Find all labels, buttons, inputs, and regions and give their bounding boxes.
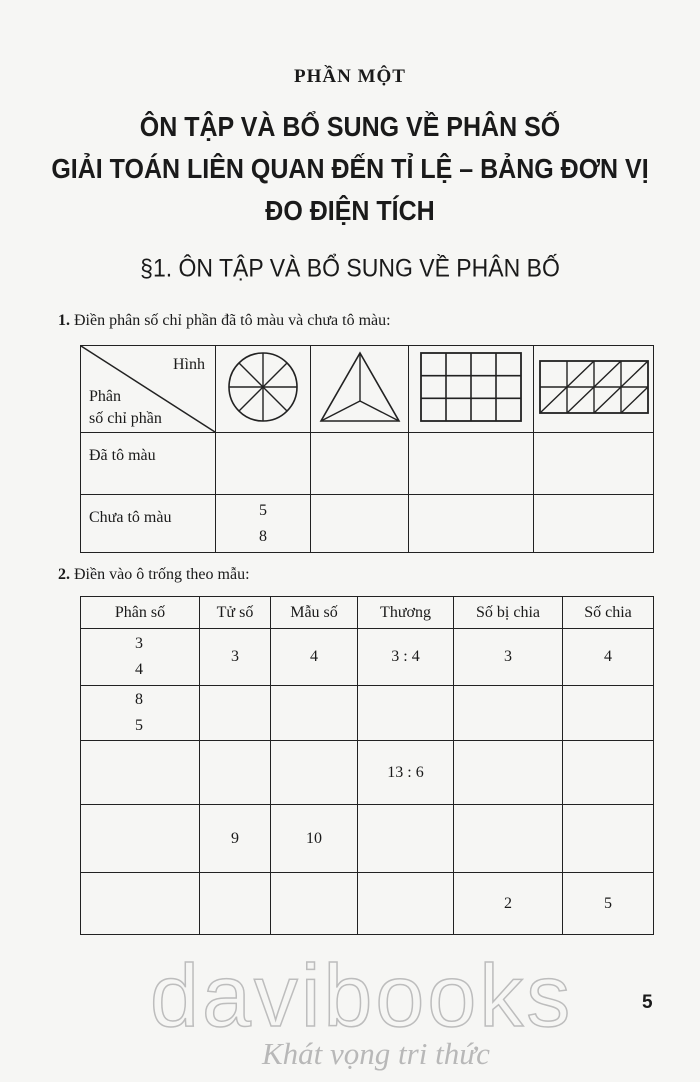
answer-cell[interactable] — [216, 433, 311, 495]
column-header: Thương — [358, 597, 454, 629]
fraction-numerator: 5 — [259, 501, 267, 519]
answer-cell[interactable] — [311, 433, 409, 495]
column-header: Số bị chia — [454, 597, 563, 629]
table-cell[interactable] — [454, 686, 563, 741]
table-cell[interactable] — [358, 805, 454, 873]
fraction-denominator: 5 — [135, 717, 143, 734]
row-label-shaded: Đã tô màu — [81, 433, 216, 495]
main-title-line-3: ĐO ĐIỆN TÍCH — [265, 195, 435, 227]
exercise-1-instruction — [58, 312, 391, 330]
main-title-line-1: ÔN TẬP VÀ BỔ SUNG VỀ PHÂN SỐ — [139, 111, 561, 143]
table-cell[interactable]: 13 : 6 — [358, 741, 454, 805]
answer-cell[interactable] — [311, 495, 409, 553]
exercise-2-text: Điền vào ô trống theo mẫu: — [74, 566, 250, 583]
fraction-cell[interactable] — [81, 629, 200, 686]
answer-cell[interactable] — [409, 433, 534, 495]
section-title: §1. ÔN TẬP VÀ BỔ SUNG VỀ PHÂN BỐ — [140, 253, 560, 283]
header-fraction-label-line-2: số chỉ phần — [89, 410, 162, 427]
table-cell[interactable] — [563, 741, 654, 805]
column-header: Tử số — [200, 597, 271, 629]
fraction — [135, 631, 143, 683]
shape-strip-cell — [534, 346, 654, 433]
column-header: Số chia — [563, 597, 654, 629]
fraction-cell[interactable] — [81, 805, 200, 873]
header-fraction-label-line-1: Phân — [89, 388, 121, 405]
shape-triangle-cell — [311, 346, 409, 433]
table-cell[interactable] — [200, 741, 271, 805]
table-row — [81, 686, 654, 741]
table-cell[interactable] — [200, 686, 271, 741]
table-cell[interactable]: 2 — [454, 873, 563, 935]
table-row — [81, 495, 654, 553]
fraction-shapes-table — [80, 345, 654, 553]
table-cell[interactable]: 4 — [563, 629, 654, 686]
table-cell[interactable] — [563, 805, 654, 873]
table-cell[interactable] — [563, 686, 654, 741]
main-title-line-2: GIẢI TOÁN LIÊN QUAN ĐẾN TỈ LỆ – BẢNG ĐƠN VỊ — [51, 153, 649, 185]
table-cell[interactable]: 10 — [271, 805, 358, 873]
table-row — [81, 346, 654, 433]
diagonal-header-cell — [81, 346, 216, 433]
table-row — [81, 873, 654, 935]
header-shape-label: Hình — [173, 356, 205, 373]
table-cell[interactable] — [454, 805, 563, 873]
answer-cell[interactable] — [409, 495, 534, 553]
watermark-brand: davibooks — [150, 946, 574, 1045]
table-cell[interactable] — [271, 741, 358, 805]
table-cell[interactable] — [271, 686, 358, 741]
answer-cell[interactable] — [216, 495, 311, 553]
table-cell[interactable]: 3 — [200, 629, 271, 686]
header-fraction-label — [89, 386, 162, 430]
triangle-parts-icon — [317, 349, 403, 425]
table-row — [81, 629, 654, 686]
table-row — [81, 805, 654, 873]
table-cell[interactable]: 3 — [454, 629, 563, 686]
answer-cell[interactable] — [534, 433, 654, 495]
fraction-cell[interactable] — [81, 686, 200, 741]
exercise-2-number: 2. — [58, 566, 70, 583]
circle-sectors-icon — [223, 347, 303, 427]
table-header-row — [81, 597, 654, 629]
part-label: PHẦN MỘT — [294, 66, 406, 87]
table-row — [81, 433, 654, 495]
fraction — [135, 687, 143, 739]
table-row — [81, 741, 654, 805]
table-cell[interactable] — [271, 873, 358, 935]
table-cell[interactable] — [454, 741, 563, 805]
page-number: 5 — [642, 992, 653, 1013]
watermark-slogan: Khát vọng tri thức — [262, 1036, 490, 1071]
fraction-numerator: 3 — [135, 635, 143, 652]
table-cell[interactable]: 4 — [271, 629, 358, 686]
fraction-denominator: 4 — [135, 661, 143, 678]
fraction-cell[interactable] — [81, 873, 200, 935]
table-cell[interactable] — [358, 873, 454, 935]
triangle-strip-icon — [538, 359, 650, 415]
fraction-cell[interactable] — [81, 741, 200, 805]
table-cell[interactable]: 5 — [563, 873, 654, 935]
exercise-2-instruction — [58, 566, 250, 584]
answer-cell[interactable] — [534, 495, 654, 553]
fraction-example — [259, 498, 267, 550]
fraction-denominator: 8 — [259, 527, 267, 545]
row-label-unshaded: Chưa tô màu — [81, 495, 216, 553]
fraction-numerator: 8 — [135, 691, 143, 708]
table-cell[interactable]: 3 : 4 — [358, 629, 454, 686]
shape-circle-cell — [216, 346, 311, 433]
exercise-1-number: 1. — [58, 312, 70, 329]
table-cell[interactable]: 9 — [200, 805, 271, 873]
column-header: Mẫu số — [271, 597, 358, 629]
table-cell[interactable] — [200, 873, 271, 935]
shape-grid-cell — [409, 346, 534, 433]
exercise-1-text: Điền phân số chỉ phần đã tô màu và chưa tô màu: — [74, 312, 391, 329]
table-cell[interactable] — [358, 686, 454, 741]
fraction-division-table — [80, 596, 654, 935]
grid-squares-icon — [419, 351, 523, 423]
column-header: Phân số — [81, 597, 200, 629]
